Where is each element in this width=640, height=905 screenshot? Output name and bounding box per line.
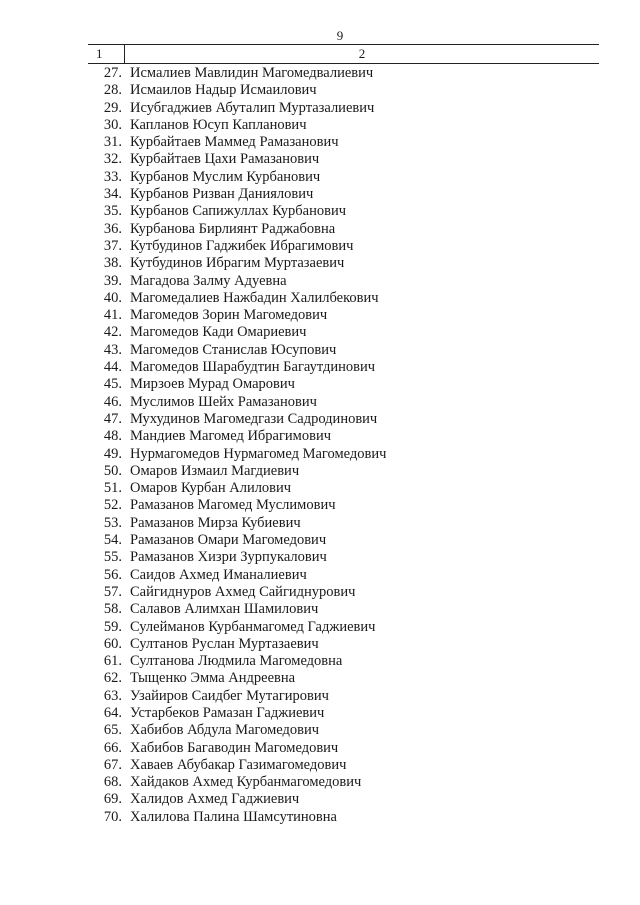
list-item-name: Тыщенко Эмма Андреевна xyxy=(130,670,296,687)
list-item xyxy=(0,584,640,601)
list-item-name: Магомедов Станислав Юсупович xyxy=(130,341,337,358)
list-item-name: Нурмагомедов Нурмагомед Магомедович xyxy=(130,445,387,462)
list-item xyxy=(0,290,640,307)
list-item-name: Халидов Ахмед Гаджиевич xyxy=(130,791,300,808)
list-item-number: 28. xyxy=(103,82,122,99)
list-item-name: Устарбеков Рамазан Гаджиевич xyxy=(130,704,325,721)
list-item-number: 41. xyxy=(103,307,122,324)
list-item-number: 36. xyxy=(103,220,122,237)
list-item-name: Муслимов Шейх Рамазанович xyxy=(130,393,317,410)
table-header xyxy=(88,44,599,64)
list-item xyxy=(0,480,640,497)
list-item-number: 48. xyxy=(103,428,122,445)
list-item xyxy=(0,203,640,220)
list-item xyxy=(0,515,640,532)
list-item-name: Мирзоев Мурад Омарович xyxy=(130,376,295,393)
list-item-number: 31. xyxy=(103,134,122,151)
column-header-number: 1 xyxy=(88,45,125,63)
list-item-name: Кутбудинов Гаджибек Ибрагимович xyxy=(130,237,354,254)
list-item-number: 63. xyxy=(103,687,122,704)
list-item xyxy=(0,722,640,739)
list-item-name: Курбанов Ризван Даниялович xyxy=(130,186,314,203)
list-item-name: Хайдаков Ахмед Курбанмагомедович xyxy=(130,774,362,791)
list-item xyxy=(0,428,640,445)
list-item-name: Мухудинов Магомедгази Садродинович xyxy=(130,410,378,427)
list-item xyxy=(0,186,640,203)
list-item xyxy=(0,688,640,705)
list-item xyxy=(0,342,640,359)
list-item-name: Магомедов Шарабудтин Багаутдинович xyxy=(130,359,376,376)
list-item xyxy=(0,100,640,117)
list-item-number: 47. xyxy=(103,410,122,427)
list-item xyxy=(0,117,640,134)
list-item xyxy=(0,567,640,584)
list-item xyxy=(0,307,640,324)
list-item-number: 66. xyxy=(103,739,122,756)
list-item xyxy=(0,151,640,168)
list-item-number: 27. xyxy=(103,65,122,81)
list-item-number: 37. xyxy=(103,237,122,254)
list-item xyxy=(0,601,640,618)
list-item-name: Хаваев Абубакар Газимагомедович xyxy=(130,756,347,773)
list-item-name: Омаров Измаил Магдиевич xyxy=(130,462,300,479)
list-item xyxy=(0,757,640,774)
list-item-name: Узайиров Саидбег Мутагирович xyxy=(130,687,329,704)
list-item xyxy=(0,774,640,791)
list-item-name: Сулейманов Курбанмагомед Гаджиевич xyxy=(130,618,376,635)
list-item-name: Халилова Палина Шамсутиновна xyxy=(130,808,337,825)
list-item xyxy=(0,463,640,480)
list-item-number: 46. xyxy=(103,393,122,410)
list-item xyxy=(0,446,640,463)
list-item-number: 45. xyxy=(103,376,122,393)
list-item-number: 62. xyxy=(103,670,122,687)
list-item-number: 64. xyxy=(103,704,122,721)
list-item xyxy=(0,619,640,636)
list-item-number: 38. xyxy=(103,255,122,272)
list-item-number: 30. xyxy=(103,116,122,133)
list-item-number: 59. xyxy=(103,618,122,635)
list-item-number: 42. xyxy=(103,324,122,341)
list-item-name: Султанова Людмила Магомедовна xyxy=(130,653,343,670)
list-item-number: 65. xyxy=(103,722,122,739)
list-item-number: 52. xyxy=(103,497,122,514)
list-item-name: Хабибов Багаводин Магомедович xyxy=(130,739,339,756)
list-item-name: Салавов Алимхан Шамилович xyxy=(130,601,319,618)
list-item xyxy=(0,65,640,82)
list-item-number: 44. xyxy=(103,359,122,376)
list-item-name: Рамазанов Хизри Зурпукалович xyxy=(130,549,327,566)
list-item xyxy=(0,169,640,186)
list-item-name: Курбанова Бирлиянт Раджабовна xyxy=(130,220,336,237)
list-item-number: 60. xyxy=(103,635,122,652)
list-item-number: 32. xyxy=(103,151,122,168)
list-item-name: Магомедалиев Нажбадин Халилбекович xyxy=(130,289,379,306)
list-item-number: 56. xyxy=(103,566,122,583)
list-item xyxy=(0,324,640,341)
list-item-name: Магомедов Кади Омариевич xyxy=(130,324,307,341)
column-header-name: 2 xyxy=(358,46,366,61)
list-item-number: 69. xyxy=(103,791,122,808)
list-item-name: Рамазанов Мирза Кубиевич xyxy=(130,514,301,531)
list-item xyxy=(0,740,640,757)
list-item-name: Сайгиднуров Ахмед Сайгиднурович xyxy=(130,583,356,600)
list-item xyxy=(0,411,640,428)
list-item-name: Султанов Руслан Муртазаевич xyxy=(130,635,319,652)
list-item-name: Саидов Ахмед Иманалиевич xyxy=(130,566,307,583)
list-item xyxy=(0,549,640,566)
list-item-number: 40. xyxy=(103,289,122,306)
list-item xyxy=(0,82,640,99)
list-item-name: Омаров Курбан Алилович xyxy=(130,480,292,497)
list-item-number: 33. xyxy=(103,168,122,185)
list-item-number: 35. xyxy=(103,203,122,220)
list-item xyxy=(0,653,640,670)
list-item-number: 29. xyxy=(103,99,122,116)
list-item xyxy=(0,394,640,411)
list-item-number: 57. xyxy=(103,583,122,600)
list-item xyxy=(0,255,640,272)
list-item-name: Курбайтаев Маммед Рамазанович xyxy=(130,134,339,151)
list-item xyxy=(0,238,640,255)
list-item xyxy=(0,670,640,687)
list-item-name: Рамазанов Магомед Муслимович xyxy=(130,497,336,514)
list-item-number: 54. xyxy=(103,532,122,549)
list-item-name: Курбанов Сапижуллах Курбанович xyxy=(130,203,347,220)
list-item-number: 67. xyxy=(103,756,122,773)
list-item-number: 34. xyxy=(103,186,122,203)
list-item-number: 53. xyxy=(103,514,122,531)
list-item-name: Мандиев Магомед Ибрагимович xyxy=(130,428,332,445)
page-number: 9 xyxy=(336,28,344,43)
list-item-number: 61. xyxy=(103,653,122,670)
list-item-name: Рамазанов Омари Магомедович xyxy=(130,532,327,549)
list-item-number: 51. xyxy=(103,480,122,497)
list-item-number: 58. xyxy=(103,601,122,618)
list-item-number: 50. xyxy=(103,462,122,479)
name-list xyxy=(0,65,640,826)
list-item xyxy=(0,221,640,238)
list-item xyxy=(0,359,640,376)
list-item-name: Курбайтаев Цахи Рамазанович xyxy=(130,151,320,168)
list-item-name: Исубгаджиев Абуталип Муртазалиевич xyxy=(130,99,375,116)
list-item xyxy=(0,636,640,653)
list-item-name: Магадова Залму Адуевна xyxy=(130,272,287,289)
list-item-name: Хабибов Абдула Магомедович xyxy=(130,722,320,739)
list-item xyxy=(0,809,640,826)
list-item xyxy=(0,134,640,151)
list-item xyxy=(0,497,640,514)
list-item-number: 43. xyxy=(103,341,122,358)
list-item-name: Магомедов Зорин Магомедович xyxy=(130,307,328,324)
list-item xyxy=(0,705,640,722)
list-item-name: Курбанов Муслим Курбанович xyxy=(130,168,321,185)
list-item-name: Исмаилов Надыр Исмаилович xyxy=(130,82,317,99)
list-item xyxy=(0,791,640,808)
list-item-number: 39. xyxy=(103,272,122,289)
list-item-number: 68. xyxy=(103,774,122,791)
list-item-number: 70. xyxy=(103,808,122,825)
list-item xyxy=(0,376,640,393)
list-item-name: Исмалиев Мавлидин Магомедвалиевич xyxy=(130,65,374,81)
list-item-number: 55. xyxy=(103,549,122,566)
list-item xyxy=(0,273,640,290)
list-item-number: 49. xyxy=(103,445,122,462)
list-item xyxy=(0,532,640,549)
list-item-name: Капланов Юсуп Капланович xyxy=(130,116,307,133)
list-item-name: Кутбудинов Ибрагим Муртазаевич xyxy=(130,255,345,272)
